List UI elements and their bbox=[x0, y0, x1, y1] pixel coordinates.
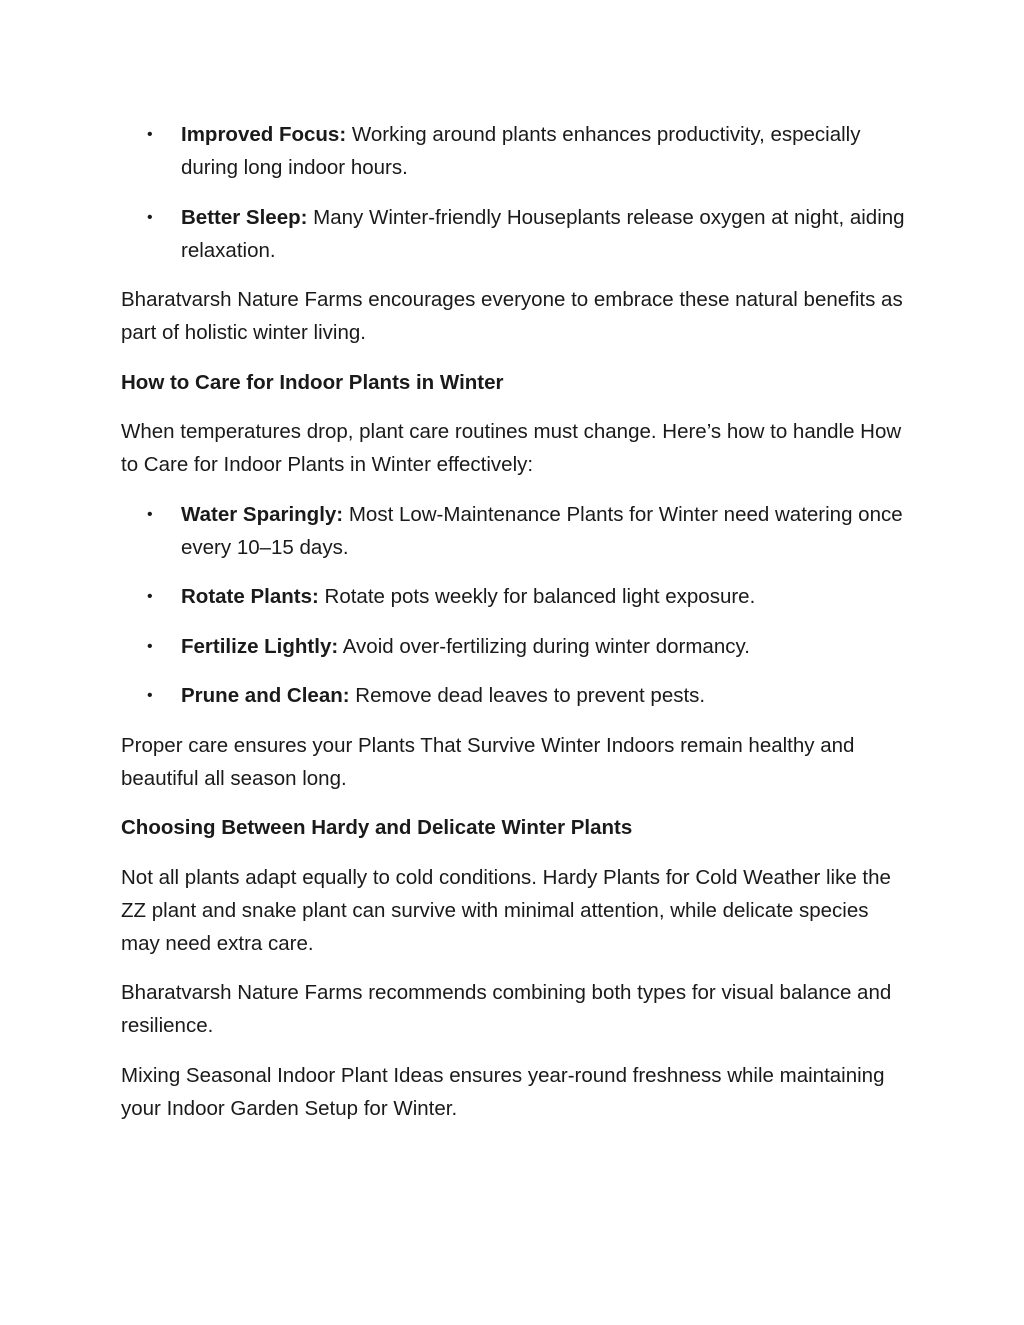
paragraph: Bharatvarsh Nature Farms encourages everyone to embrace these natural benefits as part of holistic winter living. bbox=[121, 288, 903, 344]
list-item-text: Avoid over-fertilizing during winter dormancy. bbox=[338, 634, 750, 658]
list-item bbox=[121, 679, 911, 712]
paragraph: When temperatures drop, plant care routines must change. Here’s how to handle How to Care for Indoor Plants in Winter effectively: bbox=[121, 420, 902, 476]
list-item-text: Many Winter-friendly Houseplants release oxygen at night, aiding relaxation. bbox=[181, 205, 905, 262]
list-item-text: Most Low-Maintenance Plants for Winter need watering once every 10–15 days. bbox=[181, 502, 903, 559]
list-item bbox=[121, 498, 911, 564]
document-page bbox=[121, 118, 911, 1141]
list-item-text: Working around plants enhances productivity, especially during long indoor hours. bbox=[181, 123, 861, 179]
list-item-text: Rotate pots weekly for balanced light exposure. bbox=[318, 585, 756, 608]
list-item-term: Better Sleep: bbox=[181, 205, 308, 229]
bullet-icon: • bbox=[147, 687, 153, 704]
section-heading: How to Care for Indoor Plants in Winter bbox=[121, 370, 504, 394]
care-list bbox=[121, 498, 911, 713]
paragraph: Proper care ensures your Plants That Survive Winter Indoors remain healthy and beautiful all season long. bbox=[121, 733, 855, 790]
list-item bbox=[121, 118, 911, 184]
paragraph: Not all plants adapt equally to cold conditions. Hardy Plants for Cold Weather like the ZZ plant and snake plant can survive with minimal attention, while delicate species may need extra care. bbox=[121, 865, 891, 955]
paragraph: Mixing Seasonal Indoor Plant Ideas ensures year-round freshness while maintaining your Indoor Garden Setup for Winter. bbox=[121, 1063, 885, 1120]
paragraph: Bharatvarsh Nature Farms recommends combining both types for visual balance and resilience. bbox=[121, 981, 892, 1037]
bullet-icon: • bbox=[147, 588, 153, 605]
list-item bbox=[121, 630, 911, 663]
bullet-icon: • bbox=[147, 126, 153, 143]
list-item-term: Fertilize Lightly: bbox=[181, 634, 339, 658]
list-item bbox=[121, 580, 911, 613]
list-item-text: Remove dead leaves to prevent pests. bbox=[349, 684, 706, 707]
list-item bbox=[121, 201, 911, 267]
bullet-icon: • bbox=[147, 208, 153, 226]
list-item-term: Improved Focus: bbox=[181, 123, 347, 146]
section-heading: Choosing Between Hardy and Delicate Winter Plants bbox=[121, 816, 633, 839]
list-item-term: Prune and Clean: bbox=[181, 684, 350, 707]
benefits-list bbox=[121, 118, 911, 267]
bullet-icon: • bbox=[147, 637, 153, 655]
bullet-icon: • bbox=[147, 505, 153, 523]
list-item-term: Water Sparingly: bbox=[181, 502, 344, 526]
list-item-term: Rotate Plants: bbox=[181, 585, 319, 608]
